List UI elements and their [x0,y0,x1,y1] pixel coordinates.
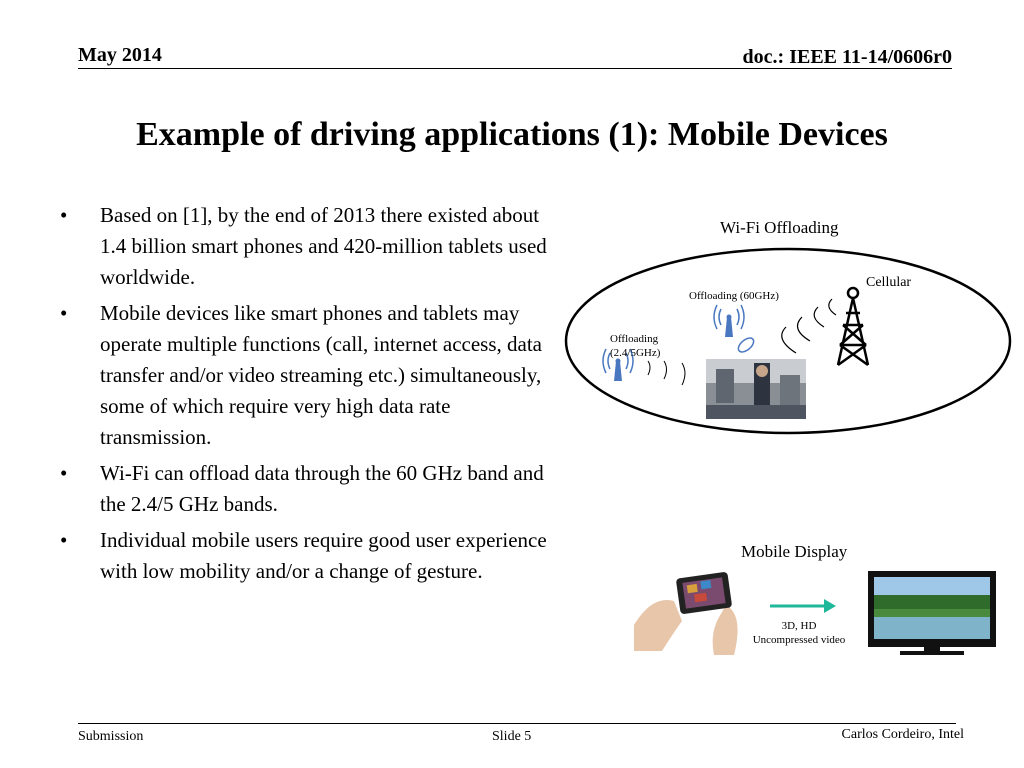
footer-slide-number: Slide 5 [492,729,532,744]
bullet-item [60,200,565,293]
footer-rule [78,723,956,724]
transfer-arrow-icon [770,599,836,613]
bullet-text: Individual mobile users require good user experience with low mobility and/or a change of gesture. [100,528,547,583]
bullet-text: Based on [1], by the end of 2013 there existed about 1.4 billion smart phones and 420-million tablets used worldwide. [100,203,547,289]
beam-60ghz-icon [736,335,756,354]
bullet-marker: • [60,528,68,552]
offloading-24ghz-label [610,332,660,360]
label-3d-hd: 3D, HD [781,620,817,632]
header-rule [78,68,952,69]
header-date: May 2014 [78,44,162,66]
slide-title: Example of driving applications (1): Mobile Devices [136,116,888,153]
label-uncompressed-video: Uncompressed video [752,634,846,646]
header-doc-id: doc.: IEEE 11-14/0606r0 [742,46,952,68]
tv-display-image [868,571,996,655]
cell-tower-icon [838,288,868,365]
ap-60ghz-icon [714,305,744,337]
offloading-24ghz-line2: (2.4/5GHz) [610,347,661,359]
bullet-text: Wi-Fi can offload data through the 60 GHz band and the 2.4/5 GHz bands. [100,461,544,516]
bullet-text: Mobile devices like smart phones and tablets may operate multiple functions (call, internet access, data transfer and/or video streaming etc.) simultaneously, some of which require very high data rate transmission. [100,301,542,449]
bullet-item [60,525,565,587]
user-photo [706,359,806,419]
uncompressed-video-label [744,619,854,647]
offloading-60ghz-label: Offloading (60GHz) [689,290,779,302]
cellular-waves-icon [782,299,836,353]
cellular-label: Cellular [866,275,912,290]
bullet-marker: • [60,301,68,325]
waves-24ghz-icon [648,361,685,385]
footer-submission: Submission [78,729,144,744]
bullet-marker: • [60,461,68,485]
bullet-item [60,298,565,453]
tablet-in-hands-image [634,572,738,655]
wifi-offloading-caption: Wi-Fi Offloading [720,218,839,237]
bullet-item [60,458,565,520]
offloading-24ghz-line1: Offloading [610,333,659,345]
mobile-display-caption: Mobile Display [741,542,848,561]
footer-author: Carlos Cordeiro, Intel [841,727,964,742]
bullet-list [60,200,565,592]
bullet-marker: • [60,203,68,227]
